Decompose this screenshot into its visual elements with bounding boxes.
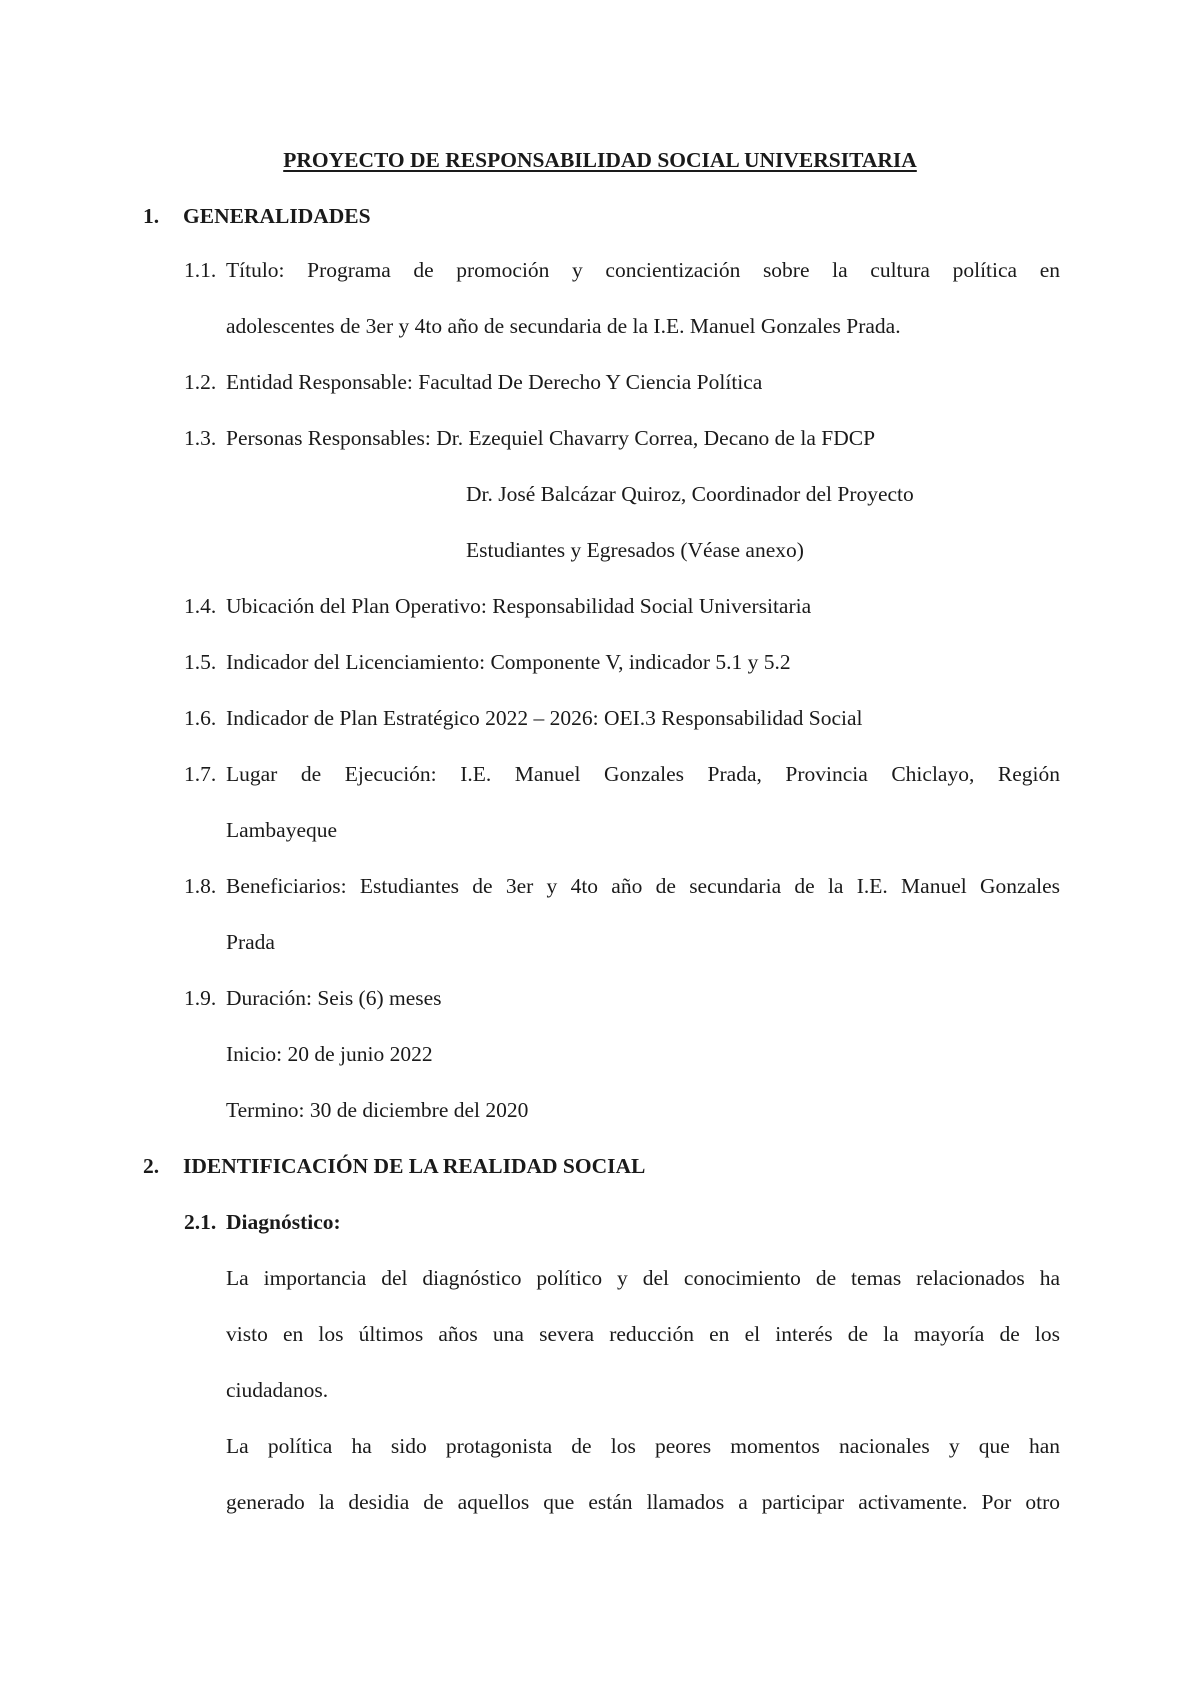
item-1-7-number: 1.7. <box>184 762 217 786</box>
item-1-3-number: 1.3. <box>184 426 217 450</box>
paragraph-2-line1: La política ha sido protagonista de los peores momentos nacionales y que han <box>226 1434 1060 1458</box>
section-1-number: 1. <box>143 204 160 228</box>
paragraph-2-line2: generado la desidia de aquellos que están llamados a participar activamente. Por otro <box>226 1490 1060 1514</box>
document-title: PROYECTO DE RESPONSABILIDAD SOCIAL UNIVERSITARIA <box>283 148 917 172</box>
item-1-3-line1: Personas Responsables: Dr. Ezequiel Chavarry Correa, Decano de la FDCP <box>226 426 876 450</box>
item-1-7-line2: Lambayeque <box>226 818 338 842</box>
item-1-9-number: 1.9. <box>184 986 217 1010</box>
item-1-7-line1: Lugar de Ejecución: I.E. Manuel Gonzales Prada, Provincia Chiclayo, Región <box>226 762 1060 786</box>
item-1-4-number: 1.4. <box>184 594 217 618</box>
paragraph-1-line2: visto en los últimos años una severa reducción en el interés de la mayoría de los <box>226 1322 1060 1346</box>
item-1-9-line2: Inicio: 20 de junio 2022 <box>226 1042 433 1066</box>
item-1-1-line1: Título: Programa de promoción y concientización sobre la cultura política en <box>226 258 1060 282</box>
section-2-number: 2. <box>143 1154 160 1178</box>
item-1-2-line1: Entidad Responsable: Facultad De Derecho Y Ciencia Política <box>226 370 763 394</box>
subsection-2-1-heading: Diagnóstico: <box>226 1210 341 1234</box>
item-1-2-number: 1.2. <box>184 370 217 394</box>
item-1-8-line1: Beneficiarios: Estudiantes de 3er y 4to año de secundaria de la I.E. Manuel Gonzales <box>226 874 1060 898</box>
item-1-9-line1: Duración: Seis (6) meses <box>226 986 442 1010</box>
paragraph-1-line3: ciudadanos. <box>226 1378 329 1402</box>
item-1-3-line3: Estudiantes y Egresados (Véase anexo) <box>466 538 804 562</box>
item-1-1-number: 1.1. <box>184 258 217 282</box>
item-1-3-line2: Dr. José Balcázar Quiroz, Coordinador del Proyecto <box>466 482 914 506</box>
item-1-8-number: 1.8. <box>184 874 217 898</box>
item-1-9-line3: Termino: 30 de diciembre del 2020 <box>226 1098 529 1122</box>
section-2-heading: IDENTIFICACIÓN DE LA REALIDAD SOCIAL <box>183 1154 646 1178</box>
section-1-heading: GENERALIDADES <box>183 204 371 228</box>
item-1-6-number: 1.6. <box>184 706 217 730</box>
subsection-2-1-number: 2.1. <box>184 1210 217 1234</box>
item-1-5-number: 1.5. <box>184 650 217 674</box>
item-1-8-line2: Prada <box>226 930 275 954</box>
item-1-1-line2: adolescentes de 3er y 4to año de secundaria de la I.E. Manuel Gonzales Prada. <box>226 314 901 338</box>
item-1-5-line1: Indicador del Licenciamiento: Componente V, indicador 5.1 y 5.2 <box>226 650 791 674</box>
paragraph-1-line1: La importancia del diagnóstico político y del conocimiento de temas relacionados ha <box>226 1266 1060 1290</box>
item-1-4-line1: Ubicación del Plan Operativo: Responsabilidad Social Universitaria <box>226 594 812 618</box>
item-1-6-line1: Indicador de Plan Estratégico 2022 – 2026: OEI.3 Responsabilidad Social <box>226 706 863 730</box>
